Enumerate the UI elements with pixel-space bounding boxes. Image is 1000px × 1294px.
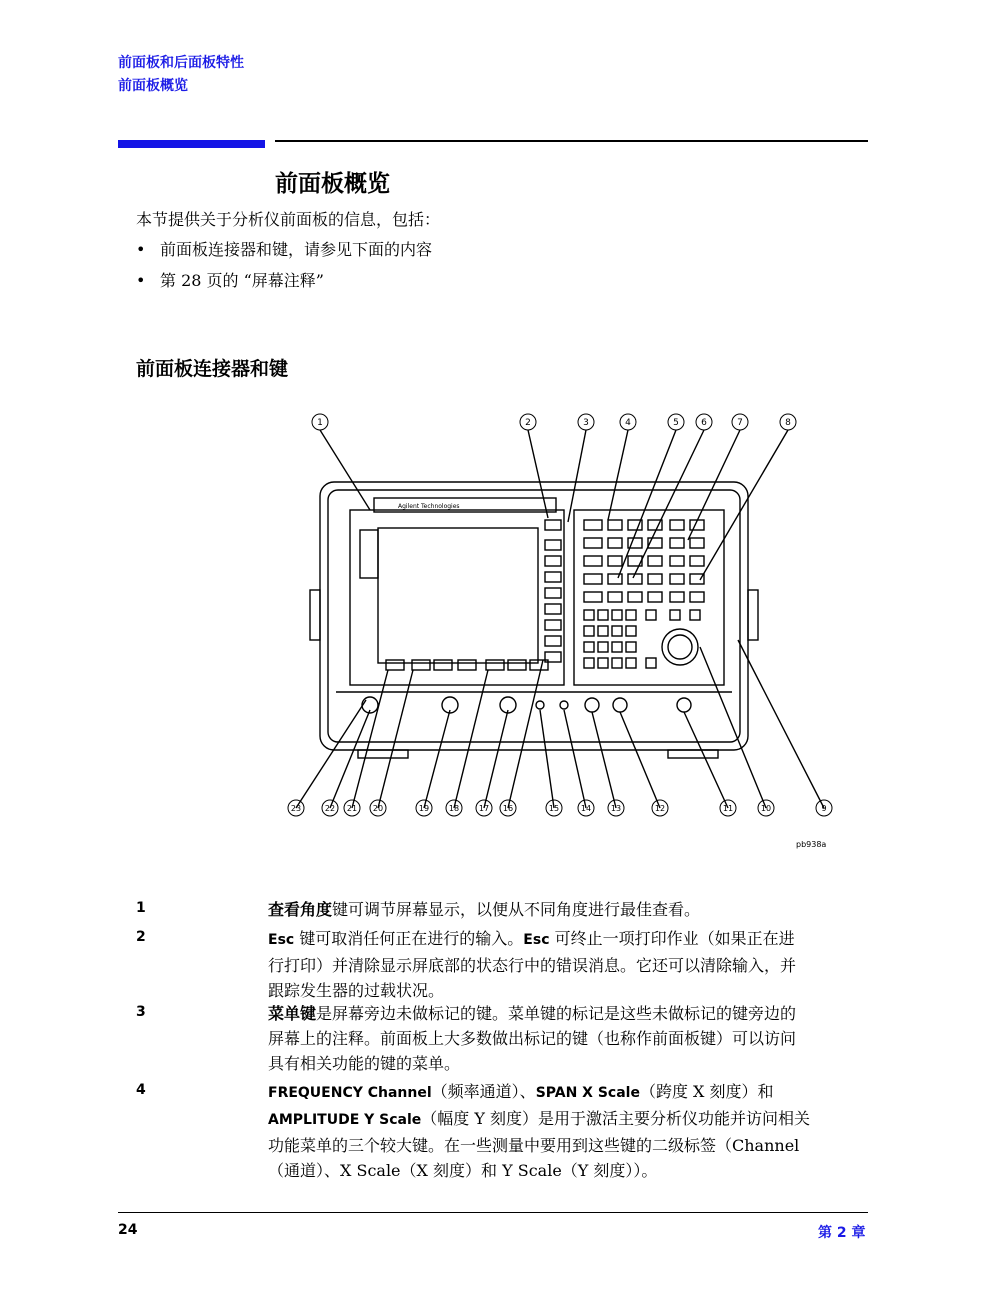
footer-rule — [118, 1212, 868, 1213]
callout-label: 13 — [610, 804, 622, 813]
section-rule — [275, 140, 868, 142]
callout-label: 6 — [701, 418, 707, 428]
callout-label: 21 — [346, 804, 358, 813]
callout-label: 23 — [290, 804, 302, 813]
callout-label: 10 — [760, 804, 772, 813]
callout-label: 5 — [673, 418, 679, 428]
callout-label: 2 — [525, 418, 531, 428]
intro-text: 本节提供关于分析仪前面板的信息，包括： — [136, 210, 441, 229]
bullet-icon: • — [136, 271, 146, 290]
callout-label: 4 — [625, 418, 631, 428]
figure-caption: pb938a — [796, 840, 827, 849]
breadcrumb-section[interactable]: 前面板和后面板特性 — [118, 55, 244, 71]
bullet-list — [136, 239, 432, 301]
callout-label: 17 — [478, 804, 490, 813]
callout-label: 11 — [722, 804, 734, 813]
callout-label: 19 — [418, 804, 430, 813]
section-heading: 前面板连接器和键 — [136, 358, 289, 380]
cross-reference-link[interactable]: 第 28 页的 “屏幕注释” — [160, 271, 324, 290]
item-number: 3 — [136, 1004, 146, 1020]
list-item: • 前面板连接器和键，请参见下面的内容 — [136, 240, 433, 259]
breadcrumb — [118, 52, 244, 98]
callout-label: 14 — [580, 804, 592, 813]
callout-label: 3 — [583, 418, 589, 428]
breadcrumb-page[interactable]: 前面板概览 — [118, 78, 188, 94]
item-number: 1 — [136, 900, 146, 916]
callout-label: 20 — [372, 804, 384, 813]
callout-label: 18 — [448, 804, 460, 813]
page-number: 24 — [118, 1222, 138, 1238]
item-number: 2 — [136, 929, 146, 945]
item-number: 4 — [136, 1082, 146, 1098]
section-rule-accent — [118, 140, 265, 148]
front-panel-diagram — [278, 410, 838, 855]
item-text: Esc 键可取消任何正在进行的输入。Esc 可终止一项打印作业（如果正在进 行打印）并清除显示屏底部的状态行中的错误消息。它还可以清除输入，并 跟踪发生器的过载状况。 — [268, 929, 797, 1000]
page-title: 前面板概览 — [275, 170, 390, 197]
list-item[interactable] — [136, 270, 432, 301]
callout-label: 1 — [317, 418, 323, 428]
callout-label: 16 — [502, 804, 514, 813]
bullet-icon: • — [136, 240, 146, 259]
callout-label: 15 — [548, 804, 560, 813]
item-text: 菜单键是屏幕旁边未做标记的键。菜单键的标记是这些未做标记的键旁边的 屏幕上的注释。前面板上大多数做出标记的键（也称作前面板键）可以访问 具有相关功能的键的菜单。 — [268, 1004, 797, 1073]
item-text: FREQUENCY Channel（频率通道）、SPAN X Scale（跨度 X 刻度）和 AMPLITUDE Y Scale（幅度 Y 刻度）是用于激活主要分析仪功能并访问相关 功能菜单的三个较大键。在一些测量中要用到这些键的二级标签（Channel （通道）、X Scale（X 刻度）和 Y Scale（Y 刻度））。 — [268, 1082, 811, 1180]
chapter-label[interactable]: 第 2 章 — [818, 1225, 866, 1241]
callout-label: 22 — [324, 804, 336, 813]
callout-label: 12 — [654, 804, 666, 813]
callout-label: 7 — [737, 418, 743, 428]
callout-label: 9 — [821, 804, 827, 813]
item-text: 查看角度键可调节屏幕显示，以便从不同角度进行最佳查看。 — [268, 900, 701, 919]
brand-logo-text: Agilent Technologies — [398, 503, 460, 510]
callout-label: 8 — [785, 418, 791, 428]
